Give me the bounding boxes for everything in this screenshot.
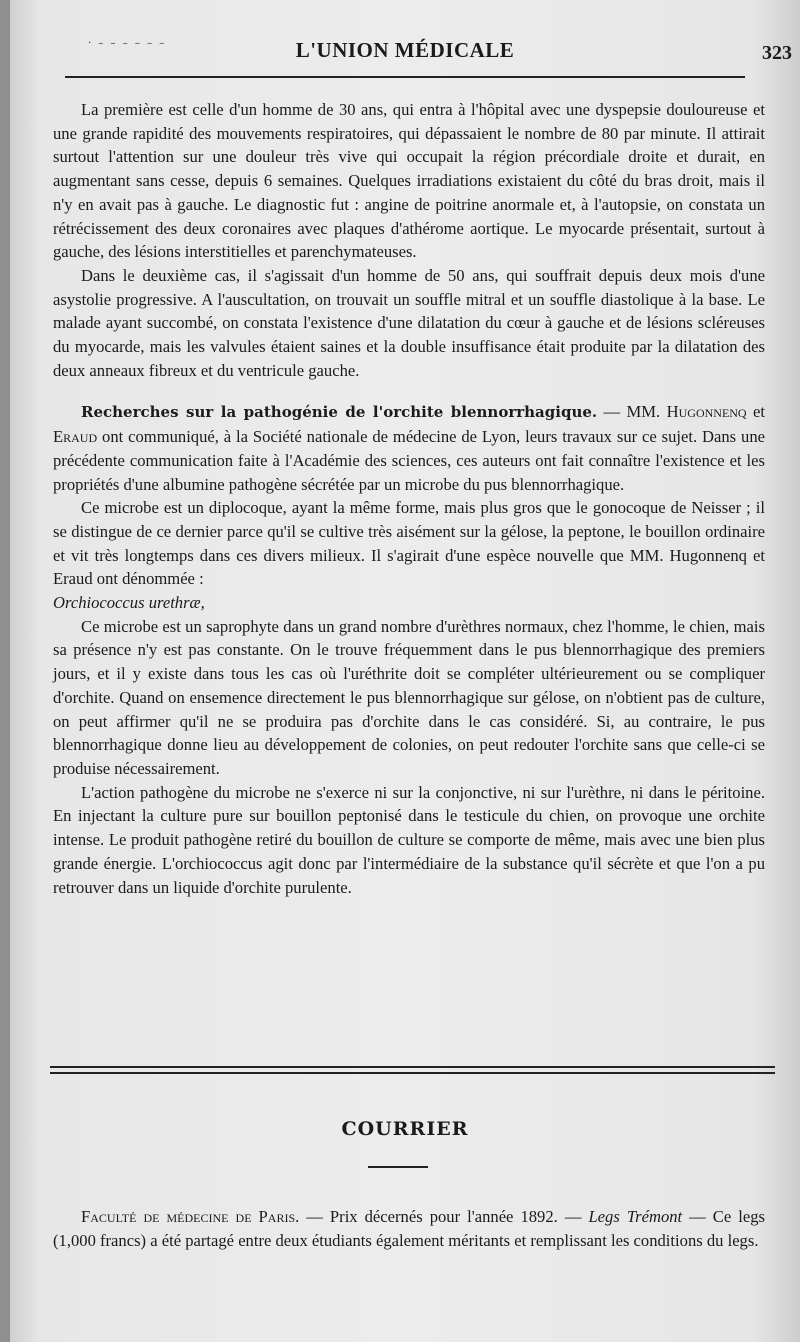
section-title-courrier: COURRIER [341, 1118, 469, 1140]
faculty-text-1: — Prix décernés pour l'année 1892. — [299, 1207, 589, 1226]
stray-marks: · – – – – – – [88, 38, 167, 49]
section-rule-bottom [50, 1072, 775, 1074]
section-heading-orchite: Recherches sur la pathogénie de l'orchite blennorrhagique. [81, 403, 598, 422]
document-page [10, 0, 800, 1342]
author-hugonnenq: Hugonnenq [666, 402, 747, 422]
authors-and: et [746, 402, 766, 422]
paragraph-diplocoque [53, 496, 765, 615]
faculty-paragraph [53, 1205, 765, 1253]
paragraph-action-pathogene: L'action pathogène du microbe ne s'exerce ni sur la conjonctive, ni sur l'urèthre, ni dans le péritoine. En injectant la culture pure sur bouillon peptonisé dans le testicule du chien, on provoque une orchite intense. Le produit pathogène retiré du bouillon de culture se comporte de même, mais avec une bien plus grande énergie. L'orchiococcus agit donc par l'intermédiaire de la substance qu'il sécrète et que l'on a pu retrouver dans un liquide d'orchite purulente. [53, 782, 765, 897]
section-rule-top [50, 1066, 775, 1068]
legs-title: Legs Trémont [588, 1207, 683, 1226]
author-eraud: Eraud [53, 427, 98, 447]
faculty-institution: Faculté de médecine de Paris. [81, 1207, 300, 1226]
article-body [53, 98, 765, 899]
species-name: Orchiococcus urethræ, [53, 593, 205, 613]
paragraph-orchite-intro [53, 400, 765, 496]
paragraph-first-case: La première est celle d'un homme de 30 ans, qui entra à l'hôpital avec une dyspepsie douloureuse et une grande rapidité des mouvements respiratoires, qui dépassaient le nombre de 80 par minute. Il attirait surtout l'attention sur une douleur très vive qui occupait la région précordiale droite et durait, en augmentant sans cesse, depuis 6 semaines. Quelques irradiations existaient du côté du bras droit, mais il n'y en avait pas à gauche. Le diagnostic fut : angine de poitrine anormale et, à l'autopsie, on constata un rétrécissement des deux coronaires avec plaques d'athérome aortique. Le myocarde présentait, surtout à gauche, des lésions interstitielles et parenchymateuses. [53, 100, 765, 262]
paragraph-second-case: Dans le deuxième cas, il s'agissait d'un homme de 50 ans, qui souffrait depuis deux mois d'une asystolie progressive. A l'auscultation, on trouvait un souffle mitral et un souffle diastolique à la base. Le malade ayant succombé, on constata l'existence d'une dilatation du cœur à gauche et de lésions scléreuses du myocarde, mais les valvules étaient saines et la double insuffisance était produite par la dilatation des deux anneaux fibreux et du ventricule gauche. [53, 265, 765, 380]
page-number: 323 [762, 42, 792, 64]
running-title: L'UNION MÉDICALE [295, 38, 515, 62]
section-short-rule [368, 1166, 428, 1168]
paragraph-gap [53, 382, 765, 400]
paragraph-saprophyte: Ce microbe est un saprophyte dans un grand nombre d'urèthres normaux, chez l'homme, le chien, mais sa présence n'y est pas constante. On le trouve fréquemment dans le pus blennorrhagique des premiers jours, et il y existe dans tous les cas où l'uréthrite doit se compléter ultérieurement ou se compliquer d'orchite. Quand on ensemence directement le pus blennorrhagique sur gélose, on n'obtient pas de culture, on peut affirmer qu'il ne se produira pas d'orchite dans le cas considéré. Si, au contraire, le pus blennorrhagique donne lieu au développement de colonies, on peut redouter l'orchite sans que celle-ci se produise nécessairement. [53, 616, 765, 778]
faculty-text-2: — Ce legs (1,000 francs) a été partagé entre deux étudiants également méritants et remplissant les conditions du legs. [53, 1207, 766, 1250]
faculty-notice [53, 1205, 765, 1253]
header-rule [65, 76, 745, 78]
paragraph-orchite-body: ont communiqué, à la Société nationale de médecine de Lyon, leurs travaux sur ce sujet. Dans une précédente communication faite à l'Académie des sciences, ces auteurs ont fait connaître l'existence et les propriétés d'une albumine pathogène sécrétée par un microbe du pus blennorrhagique. [53, 427, 765, 494]
paragraph-diplocoque-text: Ce microbe est un diplocoque, ayant la même forme, mais plus gros que le gonocoque de Neisser ; il se distingue de ce dernier parce qu'il se cultive très aisément sur la gélose, la peptone, le bouillon ordinaire et vit très longtemps dans ces divers milieux. Il s'agirait d'une espèce nouvelle que MM. Hugonnenq et Eraud ont dénommée : [53, 498, 765, 589]
authors-intro: — MM. [597, 402, 667, 422]
